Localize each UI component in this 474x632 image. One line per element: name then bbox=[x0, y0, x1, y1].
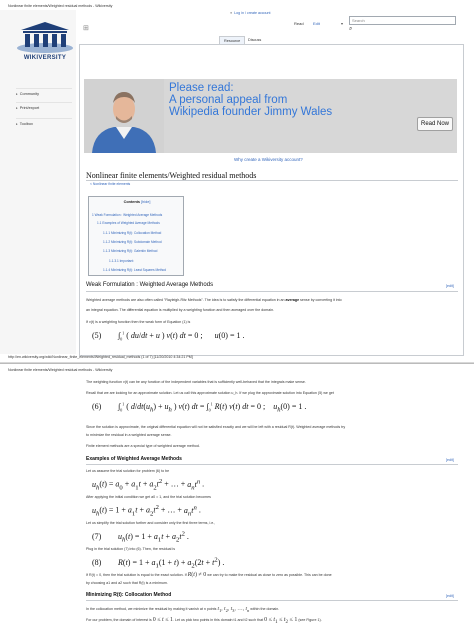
paragraph: Let us assume the trial solution for problem (6) to be bbox=[86, 469, 170, 473]
toc-item[interactable]: 1.1.2 Minimizing R(t): Subdomain Method bbox=[103, 240, 162, 244]
paragraph: Plug in the trial solution (7) into (6). Then, the residual is bbox=[86, 547, 176, 551]
more-menu-chevron-icon[interactable]: ▾ bbox=[341, 21, 344, 26]
tab-read[interactable]: Read bbox=[294, 21, 304, 26]
triangle-icon: ▸ bbox=[16, 106, 18, 110]
toc-item[interactable]: 1 Weak Formulation : Weighted Average Methods bbox=[92, 213, 163, 217]
paragraph: Since the solution is approximate, the original differential equation will not be satisfied exactly and we will be left with a residual R(t). Weighted average methods try bbox=[86, 425, 346, 429]
toc-item[interactable]: 1.1.1 Minimizing R(t): Collocation Method bbox=[103, 231, 162, 235]
paragraph: Finite element methods are a special type of weighted average method. bbox=[86, 444, 200, 448]
paragraph: In the collocation method, we minimize the residual by making it vanish at n points $t_1$, $t_2$, $t_3$, …, $t_n$ within the domain. bbox=[86, 606, 280, 614]
equation-8 bbox=[92, 556, 224, 569]
toc-item[interactable]: 1.1 Examples of Weighted Average Methods bbox=[97, 221, 160, 225]
toc-hide-link[interactable]: [hide] bbox=[141, 200, 151, 204]
subsection-heading: Minimizing R(t): Collocation Method bbox=[86, 592, 172, 598]
section-divider bbox=[86, 291, 458, 292]
equation-number: (7) bbox=[92, 531, 102, 541]
logo-icon bbox=[15, 20, 75, 54]
equation-body: $R(t) = 1 + a_1(1 + t) + a_2(2t + t^2)$ . bbox=[118, 556, 225, 570]
logo-text: WIKIVERSITY bbox=[23, 55, 67, 61]
paragraph: to minimize the residual in a weighted average sense. bbox=[86, 433, 172, 437]
equation-number: (8) bbox=[92, 557, 102, 567]
edit-section-link[interactable]: [edit] bbox=[446, 594, 454, 598]
paragraph-text: (see Figure 1). bbox=[298, 618, 322, 622]
trial-solution-equation-2: $u_h(t) = 1 + a_1t + a_2t^2$ + … + $a_nt^n$ . bbox=[92, 504, 201, 518]
edit-section-link[interactable]: [edit] bbox=[446, 284, 454, 288]
read-now-button[interactable]: Read Now bbox=[417, 117, 453, 131]
equation-number: (6) bbox=[92, 401, 102, 411]
triangle-icon: ▸ bbox=[16, 92, 18, 96]
equation-5 bbox=[92, 330, 244, 341]
paragraph: an integral equation. The differential equation is multiplied by a weighting function and then averaged over the domain. bbox=[86, 308, 275, 312]
equation-number: (5) bbox=[92, 330, 102, 340]
wikiversity-logo[interactable] bbox=[15, 20, 75, 61]
toc-item[interactable]: 1.1.4 Minimizing R(t): Least Squares Method bbox=[103, 268, 167, 272]
tab-resource[interactable]: Resource bbox=[219, 36, 245, 45]
section-heading: Weak Formulation : Weighted Average Methods bbox=[86, 282, 214, 288]
toc-title-label: Contents bbox=[123, 200, 141, 204]
puzzle-icon: ⊞ bbox=[83, 25, 89, 32]
left-sidebar bbox=[0, 10, 76, 354]
fundraising-banner[interactable] bbox=[84, 79, 457, 153]
paragraph: For our problem, the domain of interest is 0 ≤ t ≤ 1. Let us pick two points in this domain t1 and t2 such that $0 \le t_1 \le t_2 \le 1$ (see Figure 1). bbox=[86, 617, 322, 626]
subsection-heading: Examples of Weighted Average Methods bbox=[86, 456, 182, 462]
page-title: Nonlinear finite elements/Weighted residual methods bbox=[86, 171, 257, 180]
paragraph-text: . Let us pick two points in this domain t1 and t2 such that bbox=[172, 618, 264, 622]
triangle-icon: ▸ bbox=[16, 122, 18, 126]
print-footer: http://en.wikiversity.org/wiki/Nonlinear_finite_elements/Weighted_residual_methods (1 of 7) [11/20/2010 4:34:21 PM] bbox=[8, 355, 193, 359]
user-icon: ● bbox=[230, 11, 233, 15]
table-of-contents bbox=[88, 196, 184, 276]
create-account-link[interactable]: Why create a Wikiversity account? bbox=[234, 157, 303, 162]
sidebar-item-label: Toolbox bbox=[19, 122, 33, 126]
toc-title bbox=[89, 200, 185, 204]
paragraph: Let us simplify the trial solution further and consider only the first three terms, i.e., bbox=[86, 521, 216, 525]
toc-item[interactable]: 1.1.3 Minimizing R(t): Galerkin Method bbox=[103, 249, 158, 253]
login-link[interactable] bbox=[230, 11, 271, 15]
edit-section-link[interactable]: [edit] bbox=[446, 458, 454, 462]
equation-7 bbox=[92, 530, 189, 543]
paragraph-text: In the collocation method, we minimize the residual by making it vanish at n points bbox=[86, 607, 217, 611]
section-divider bbox=[86, 464, 458, 465]
print-header: Nonlinear finite elements/Weighted residual methods - Wikiversity bbox=[8, 4, 113, 8]
search-icon[interactable]: ⌕ bbox=[349, 26, 353, 32]
tab-discuss[interactable]: Discuss bbox=[248, 38, 262, 42]
toc-item[interactable]: 1.1.3.1 Important: bbox=[109, 259, 134, 263]
paragraph-emphasis: average bbox=[285, 298, 300, 302]
paragraph-text: we can try to make the residual as close to zero as possible. This can be done bbox=[207, 573, 332, 577]
equation-body: $u_h(t) = 1 + a_1t + a_2t^2$ . bbox=[118, 530, 189, 544]
paragraph-text: For our problem, the domain of interest is bbox=[86, 618, 152, 622]
founder-photo bbox=[84, 79, 164, 153]
paragraph: If R(t) = 0, then the trial solution is equal to the exact solution. If R(t) ≠ 0 we can try to make the residual as close to zero as possible. This can be done bbox=[86, 572, 332, 578]
paragraph-text: If R(t) = 0, then the trial solution is equal to the exact solution. If bbox=[86, 573, 187, 577]
login-label: Log in / create account bbox=[234, 11, 271, 15]
tab-edit[interactable]: Edit bbox=[313, 21, 320, 26]
paragraph-text: sense by converting it into bbox=[300, 298, 342, 302]
sidebar-item-community[interactable] bbox=[16, 88, 72, 96]
search-input[interactable]: Search bbox=[349, 16, 456, 25]
print-header: Nonlinear finite elements/Weighted residual methods - Wikiversity bbox=[8, 368, 113, 372]
paragraph: The weighting function v(t) can be any function of the independent variables that is sufficiently well-behaved that the integrals make sense. bbox=[86, 380, 306, 384]
sidebar-item-label: Print/export bbox=[19, 106, 40, 110]
breadcrumb[interactable]: < Nonlinear finite elements bbox=[90, 182, 131, 186]
paragraph-text: Weighted average methods are also often called "Rayleigh-Ritz Methods". The idea is to satisfy the differential equation in an bbox=[86, 298, 285, 302]
equation-6 bbox=[92, 401, 306, 413]
paragraph-text: within the domain. bbox=[250, 607, 280, 611]
paragraph: After applying the initial condition we get a0 = 1, and the trial solution becomes bbox=[86, 495, 211, 499]
sidebar-item-print-export[interactable] bbox=[16, 102, 72, 110]
equation-body: $\int_0^1$ ( $d/dt(u_h) + u_h$ ) v(t) dt = $\int_0^1$ R(t) v(t) dt = 0 ; $u_h(0) = 1$ . bbox=[118, 401, 307, 414]
banner-line-2: A personal appeal from bbox=[169, 94, 288, 106]
equation-body: $\int_0^1$ ( du/dt + u ) v(t) dt = 0 ; u(0) = 1 . bbox=[118, 330, 245, 342]
banner-line-3: Wikipedia founder Jimmy Wales bbox=[169, 106, 333, 118]
banner-text bbox=[169, 82, 332, 118]
print-page-2 bbox=[0, 363, 474, 632]
paragraph: by choosing a1 and a2 such that R(t) is a minimum. bbox=[86, 581, 168, 585]
section-divider bbox=[86, 600, 458, 601]
banner-line-1: Please read: bbox=[169, 82, 234, 94]
paragraph: If v(t) is a weighting function then the weak form of Equation (1) is bbox=[86, 320, 191, 324]
sidebar-item-toolbox[interactable] bbox=[16, 118, 72, 126]
paragraph bbox=[86, 298, 342, 302]
trial-solution-equation: $u_h(t) = a_0 + a_1t + a_2t^2$ + … + $a_nt^n$ . bbox=[92, 478, 205, 492]
sidebar-item-label: Community bbox=[19, 92, 39, 96]
paragraph: Recall that we are looking for an approximate solution. Let us call this approximate solution u_h. If we plug the approximate solution into Equation (5) we get bbox=[86, 391, 334, 395]
title-divider bbox=[86, 180, 458, 181]
